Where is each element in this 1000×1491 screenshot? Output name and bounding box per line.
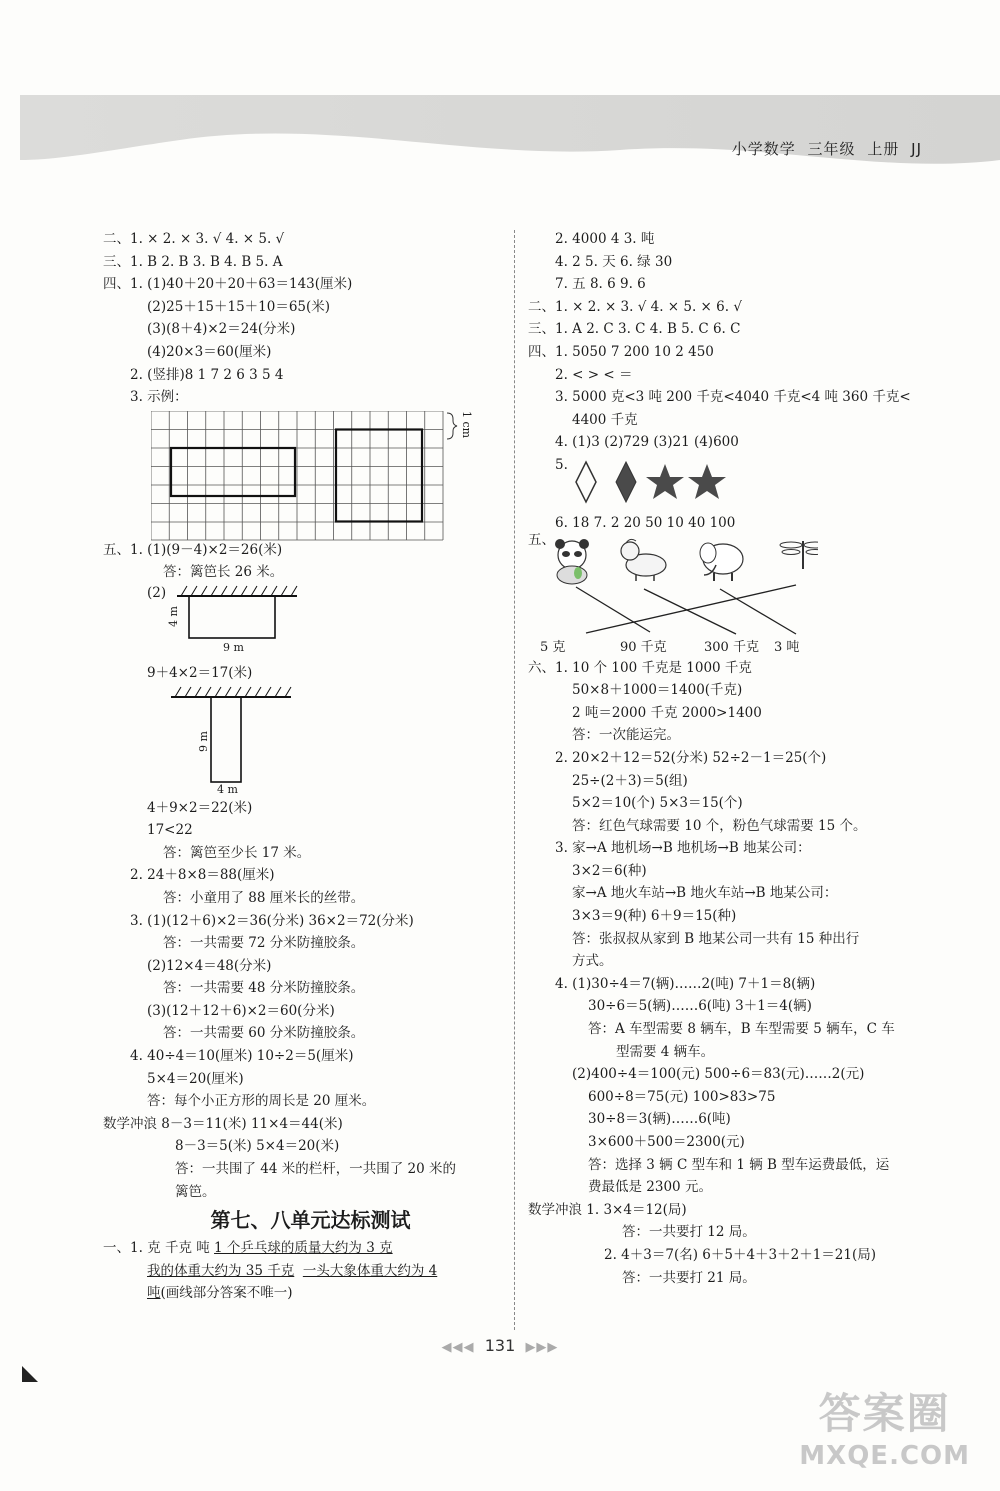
- answer-line: (2): [147, 584, 167, 601]
- rectangle-right: [336, 429, 422, 521]
- answer-line: 费最低是 2300 元。: [588, 1179, 712, 1196]
- answer-line: (2)12×4＝48(分米): [147, 957, 272, 974]
- answer-line: 答：每个小正方形的周长是 20 厘米。: [147, 1093, 376, 1110]
- dog-icon: [621, 539, 666, 581]
- answer-line: 4. (1)30÷4＝7(辆)……2(吨) 7＋1＝8(辆): [555, 975, 816, 992]
- underlined-answer: 吨: [147, 1285, 161, 1302]
- answer-line: 三、1. B 2. B 3. B 4. B 5. A: [103, 253, 283, 270]
- elephant-icon: [700, 543, 743, 581]
- answer-line: 五、1. (1)(9－4)×2＝26(米): [103, 541, 283, 558]
- answer-line: 3×3＝9(种) 6＋9＝15(种): [572, 908, 737, 925]
- answer-line: 答：红色气球需要 10 个，粉色气球需要 15 个。: [572, 817, 867, 834]
- answer-text: 一、1. 克 千克 吨: [103, 1240, 215, 1257]
- answer-line: 答：选择 3 辆 C 型车和 1 辆 B 型车运费最低，运: [588, 1156, 890, 1173]
- answer-line: 3×600＋500＝2300(元): [588, 1134, 745, 1150]
- watermark-logo: 答案圈: [818, 1389, 951, 1438]
- answer-line: 5×4＝20(厘米): [147, 1070, 244, 1087]
- answer-line: 四、1. 5050 7 200 10 2 450: [528, 343, 714, 360]
- answer-line: 五、: [528, 531, 555, 548]
- shapes-row: [528, 454, 928, 512]
- fence-figure-1: [103, 584, 498, 662]
- answer-line: 答：A 车型需要 8 辆车，B 车型需要 5 辆车，C 车: [588, 1021, 895, 1038]
- answer-line: 答：一次能运完。: [572, 727, 680, 744]
- answer-line: 2. 4＋3＝7(名) 6＋5＋4＋3＋2＋1＝21(局): [604, 1246, 877, 1263]
- weight-option: 5 克: [540, 639, 566, 655]
- answer-line: 600÷8＝75(元) 100>83>75: [588, 1088, 776, 1105]
- answer-line: 方式。: [572, 953, 613, 970]
- underlined-answer: 一头大象体重大约为 4: [302, 1262, 438, 1279]
- answer-line: 型需要 4 辆车。: [616, 1043, 715, 1060]
- answer-line: 三、1. A 2. C 3. C 4. B 5. C 6. C: [528, 321, 741, 338]
- answer-line: 家→A 地火车站→B 地火车站→B 地某公司：: [572, 885, 838, 902]
- answer-text: (画线部分答案不唯一): [160, 1285, 293, 1302]
- answer-line: 9＋4×2＝17(米): [147, 664, 253, 681]
- header-subject: 小学数学: [731, 140, 796, 158]
- answer-line: 答：篱笆长 26 米。: [163, 564, 284, 581]
- weight-option: 90 千克: [620, 639, 667, 655]
- answer-line: (3)(8＋4)×2＝24(分米): [147, 321, 296, 338]
- grid-figure: [103, 409, 498, 539]
- answer-line: 六、1. 10 个 100 千克是 1000 千克: [528, 659, 752, 676]
- fence-1-height-label: 4 m: [167, 605, 180, 627]
- underlined-answer: 我的体重大约为 35 千克: [147, 1262, 295, 1279]
- next-arrows-icon: ▶▶▶: [525, 1340, 559, 1355]
- answer-line: (4)20×3＝60(厘米): [147, 343, 272, 360]
- answer-line: 4. (1)3 (2)729 (3)21 (4)600: [555, 434, 739, 451]
- header-title: [732, 138, 922, 159]
- answer-line: 4. 2 5. 天 6. 绿 30: [555, 253, 673, 270]
- answer-line: 答：一共要打 12 局。: [622, 1224, 756, 1241]
- answer-line: 数学冲浪 1. 3×4＝12(局): [528, 1201, 687, 1218]
- right-column: [528, 228, 928, 1289]
- corner-triangle-icon: [22, 1366, 38, 1382]
- answer-line: 3. (1)(12＋6)×2＝36(分米) 36×2＝72(分米): [130, 912, 414, 929]
- fence-diagram-2: [167, 685, 307, 797]
- answer-line: 25÷(2＋3)＝5(组): [572, 772, 688, 789]
- underlined-answer: 1 个乒乓球的质量大约为 3 克: [214, 1240, 393, 1257]
- answer-line: 数学冲浪 8－3＝11(米) 11×4＝44(米): [103, 1115, 343, 1132]
- answer-line: 2 吨＝2000 千克 2000>1400: [572, 704, 762, 721]
- answer-line: 答：一共需要 60 分米防撞胶条。: [163, 1025, 365, 1042]
- grid-diagram: [151, 411, 531, 541]
- star-icon: [646, 464, 684, 499]
- answer-line: 3×2＝6(种): [572, 862, 647, 879]
- unit-title: 第七、八单元达标测试: [210, 1208, 411, 1233]
- answer-line: 4400 千克: [572, 411, 638, 428]
- rectangle-left: [171, 448, 295, 496]
- dragonfly-icon: [780, 541, 818, 569]
- answer-line: 50×8＋1000＝1400(千克): [572, 682, 743, 699]
- answer-line: 6. 18 7. 2 20 50 10 40 100: [555, 514, 736, 531]
- column-divider: [514, 230, 515, 1330]
- answer-line: 4. 40÷4＝10(厘米) 10÷2＝5(厘米): [130, 1048, 354, 1065]
- grid-unit-label: 1 cm: [460, 410, 473, 438]
- answer-line: 3. 5000 克<3 吨 200 千克<4040 千克<4 吨 360 千克<: [555, 389, 911, 406]
- star-icon: [688, 464, 726, 499]
- answer-line: 二、1. × 2. × 3. √ 4. × 5. √: [103, 231, 285, 247]
- answer-line: 答：一共围了 44 米的栏杆，一共围了 20 米的: [175, 1161, 457, 1178]
- weight-option: 300 千克: [704, 639, 759, 655]
- answer-line: 7. 五 8. 6 9. 6: [555, 276, 646, 293]
- answer-line: 2. 4000 4 3. 吨: [555, 231, 655, 247]
- answer-line: (2)25＋15＋15＋10＝65(米): [147, 298, 331, 315]
- answer-line: 4＋9×2＝22(米): [147, 799, 253, 816]
- answer-line: 2. 20×2＋12＝52(分米) 52÷2－1＝25(个): [555, 749, 827, 766]
- diamond-outline-icon: [576, 462, 596, 502]
- diamond-filled-icon: [616, 462, 636, 502]
- answer-line: 30÷6＝5(辆)……6(吨) 3＋1＝4(辆): [588, 998, 812, 1015]
- answer-line: (3)(12＋12＋6)×2＝60(分米): [147, 1002, 335, 1019]
- answer-line: 5.: [555, 456, 568, 473]
- answer-line: 四、1. (1)40＋20＋20＋63＝143(厘米): [103, 276, 353, 293]
- answer-line: (2)400÷4＝100(元) 500÷6＝83(元)……2(元): [572, 1066, 865, 1083]
- answer-line: 30÷8＝3(辆)……6(吨): [588, 1111, 731, 1128]
- prev-arrows-icon: ◀◀◀: [441, 1340, 475, 1355]
- answer-line: 答：小童用了 88 厘米长的丝带。: [163, 889, 365, 906]
- answer-line: 答：一共需要 48 分米防撞胶条。: [163, 980, 365, 997]
- answer-line: 2. (竖排)8 1 7 2 6 3 5 4: [130, 366, 284, 383]
- page-number: 131: [484, 1336, 516, 1355]
- answer-line: 2. 24＋8×8＝88(厘米): [130, 867, 275, 884]
- fence-2-height-label: 9 m: [197, 730, 210, 752]
- answer-line: 17<22: [147, 822, 193, 839]
- answer-line: 8－3＝5(米) 5×4＝20(米): [175, 1138, 340, 1155]
- answer-line: 3. 示例：: [130, 389, 188, 406]
- weight-option: 3 吨: [774, 639, 800, 655]
- answer-line: 答：篱笆至少长 17 米。: [163, 844, 311, 861]
- header-grade: 三年级: [807, 140, 856, 158]
- left-column: [103, 228, 498, 1305]
- fence-2-width-label: 4 m: [217, 782, 238, 796]
- answer-line: 答：一共需要 72 分米防撞胶条。: [163, 935, 365, 952]
- header-edition: JJ: [911, 140, 922, 158]
- answer-line: 2. < > < ＝: [555, 366, 633, 383]
- answer-line: 二、1. × 2. × 3. √ 4. × 5. × 6. √: [528, 298, 742, 315]
- header-volume: 上册: [867, 140, 900, 158]
- site-watermark: [799, 1381, 970, 1471]
- watermark-url: MXQE.COM: [799, 1441, 970, 1471]
- answer-line: [103, 1260, 498, 1283]
- answer-line: 5×2＝10(个) 5×3＝15(个): [572, 795, 743, 812]
- page-footer: [0, 1336, 1000, 1355]
- answer-line: 篱笆。: [175, 1183, 216, 1200]
- answer-line: 答：张叔叔从家到 B 地某公司一共有 15 种出行: [572, 930, 860, 947]
- shapes-sequence: [572, 460, 752, 510]
- matching-figure: [528, 531, 928, 657]
- fence-figure-2: [103, 685, 498, 797]
- answer-line: [103, 1237, 498, 1260]
- answer-line: 3. 家→A 地机场→B 地机场→B 地某公司：: [555, 840, 811, 857]
- answer-line: [103, 1282, 498, 1305]
- answer-line: 答：一共要打 21 局。: [622, 1269, 756, 1286]
- fence-1-width-label: 9 m: [223, 640, 244, 654]
- panda-icon: [555, 539, 589, 584]
